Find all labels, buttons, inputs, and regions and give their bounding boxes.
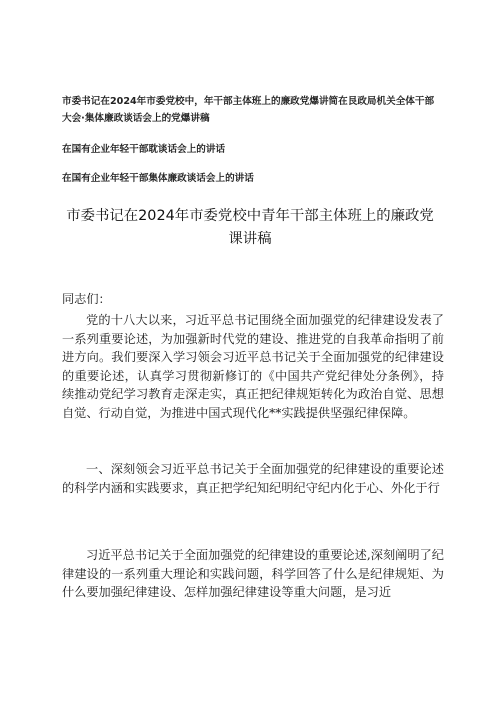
- greeting: 同志们：: [62, 292, 111, 306]
- document-title: 市委书记在2024年市委党校中青年干部主体班上的廉政党课讲稿: [66, 208, 434, 247]
- body-paragraph-1: 党的十八大以来，习近平总书记围绕全面加强党的纪律建设发表了一系列重要论述，为加强新时代党的建设、推进党的自我革命指明了前进方向。我们要深入学习领会习近平总书记关于全面加强党的纪律建设的重要论述，认真学习贯彻新修订的《中国共产党纪律处分条例》，持续推动党纪学习教育走深走实，真正把纪律规矩转化为政治自觉、思想自觉、行动自觉，为推进中国式现代化**实践提供坚强纪律保障。: [62, 313, 444, 420]
- section-heading-1: 一、深刻领会习近平总书记关于全面加强党的纪律建设的重要论述的科学内涵和实践要求，真正把学纪知纪明纪守纪内化于心、外化于行: [62, 462, 444, 495]
- toc-item-1[interactable]: 市委书记在2024年市委党校中，年干部主体班上的廉政党爆讲简在艮政局机关全体干部大会·集体廉政谈话会上的党爆讲稿: [62, 96, 435, 124]
- toc-item-3[interactable]: 在国有企业年轻干部集体廉政谈话会上的讲话: [62, 173, 254, 184]
- body-paragraph-2: 习近平总书记关于全面加强党的纪律建设的重要论述,深刻阐明了纪律建设的一系列重大理论和实践问题，科学回答了什么是纪律规矩、为什么要加强纪律建设、怎样加强纪律建设等重大问题，是习近: [62, 548, 444, 600]
- toc-item-2[interactable]: 在国有企业年轻干部耽谈话会上的讲话: [62, 144, 226, 155]
